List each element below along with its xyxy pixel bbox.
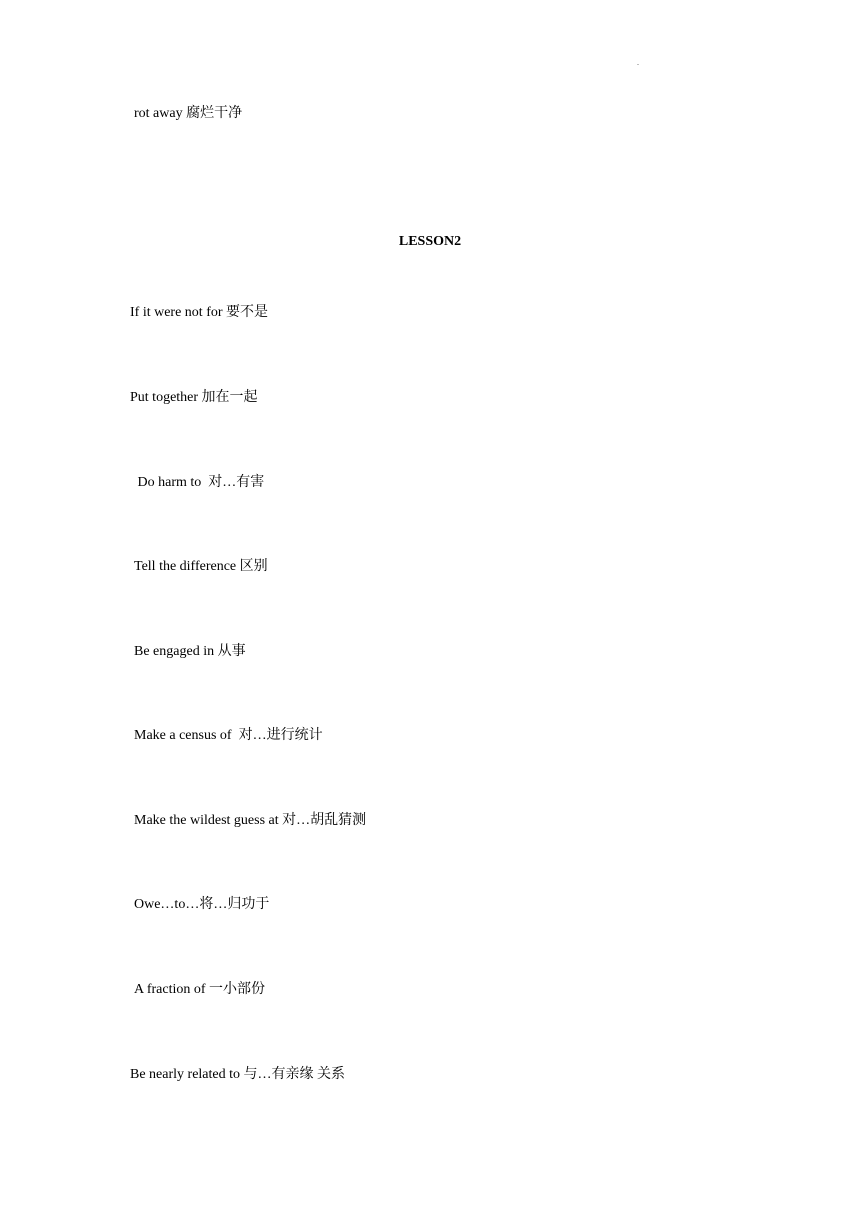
phrase-item: Be engaged in 从事 — [134, 644, 246, 659]
lesson-heading: LESSON2 — [398, 234, 462, 249]
phrase-item: If it were not for 要不是 — [130, 305, 269, 320]
phrase-item: Do harm to 对…有害 — [134, 475, 265, 490]
phrase-item: A fraction of 一小部份 — [134, 982, 266, 997]
phrase-rot-away: rot away 腐烂干净 — [134, 106, 243, 121]
phrase-item: Put together 加在一起 — [130, 390, 258, 405]
corner-mark: . — [637, 58, 639, 67]
phrase-item: Owe…to…将…归功于 — [134, 897, 270, 912]
phrase-item: Tell the difference 区别 — [134, 559, 268, 574]
phrase-item: Make the wildest guess at 对…胡乱猜测 — [134, 813, 367, 828]
phrase-item: Be nearly related to 与…有亲缘 关系 — [130, 1067, 346, 1082]
phrase-item: Make a census of 对…进行统计 — [134, 728, 323, 743]
